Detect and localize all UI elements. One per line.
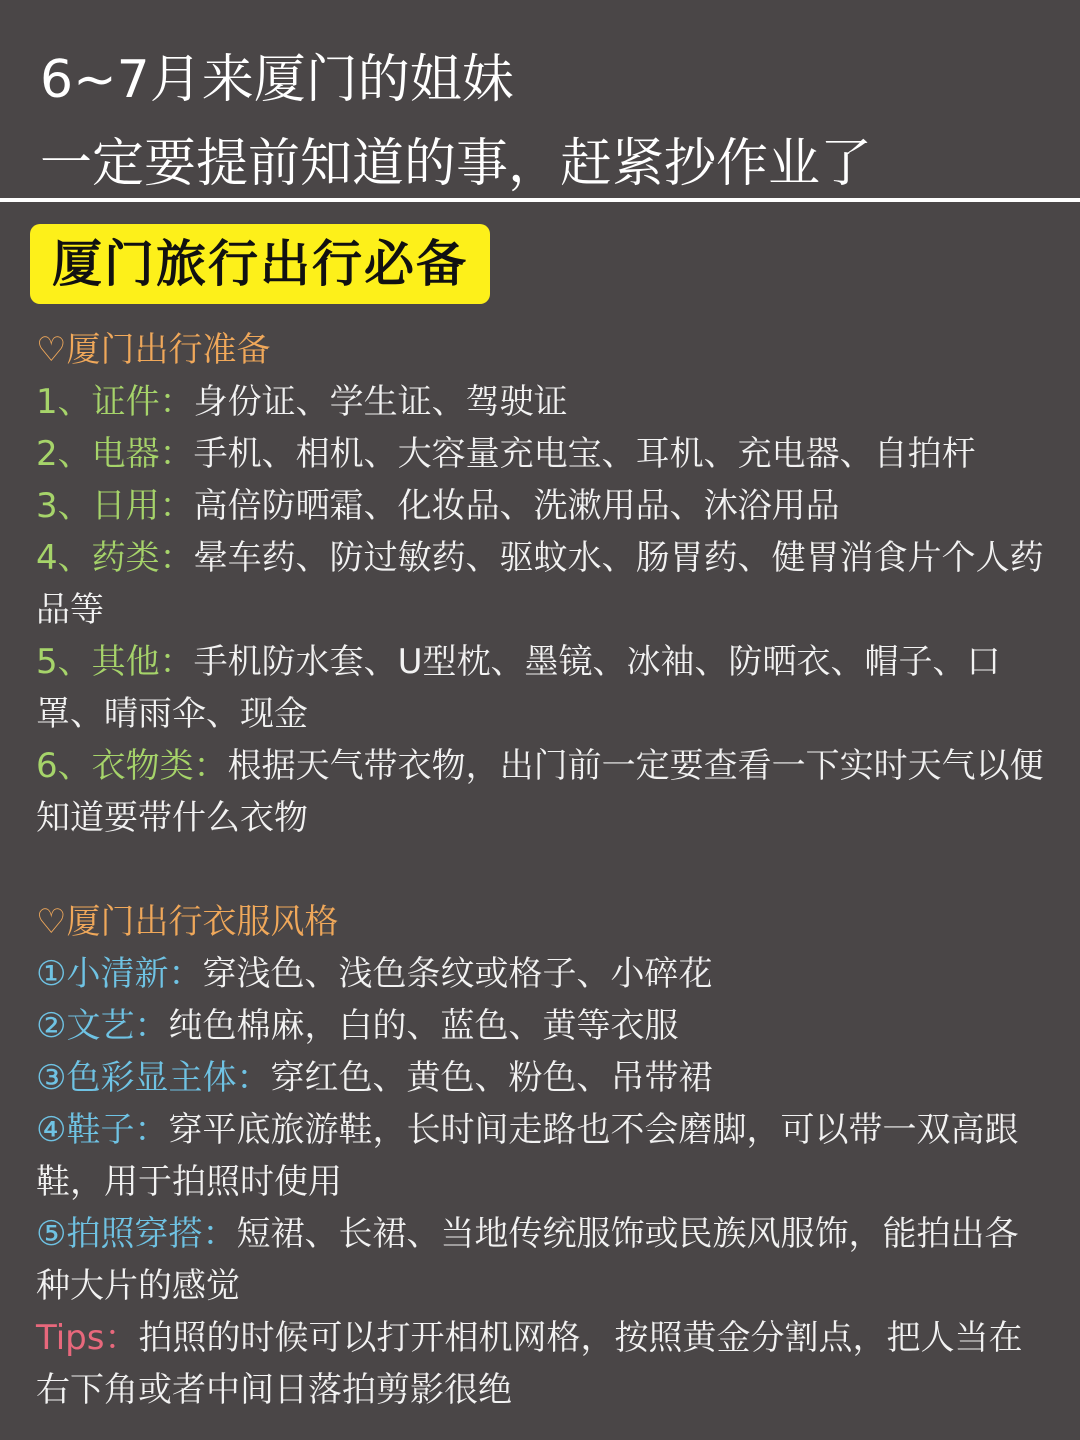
section-gap	[36, 844, 1046, 896]
item-key: ④鞋子：	[36, 1110, 169, 1150]
list-item	[36, 1052, 1046, 1104]
section1-title: ♡厦门出行准备	[36, 330, 271, 370]
item-key: ①小清新：	[36, 954, 203, 994]
item-text: 高倍防晒霜、化妆品、洗漱用品、沐浴用品	[193, 486, 840, 526]
list-item	[36, 376, 1046, 428]
item-text: 穿平底旅游鞋，长时间走路也不会磨脚，可以带一双高跟鞋，用于拍照时使用	[36, 1110, 1019, 1202]
list-item	[36, 428, 1046, 480]
list-item	[36, 480, 1046, 532]
section2-title: ♡厦门出行衣服风格	[36, 902, 339, 942]
item-key: ②文艺：	[36, 1006, 169, 1046]
item-key: 2、电器：	[36, 434, 194, 474]
item-key: ⑤拍照穿搭：	[36, 1214, 237, 1254]
list-item	[36, 532, 1046, 636]
item-text: 手机防水套、U型枕、墨镜、冰袖、防晒衣、帽子、口罩、晴雨伞、现金	[36, 642, 1001, 734]
item-key: 1、证件：	[36, 382, 194, 422]
item-text: 晕车药、防过敏药、驱蚊水、肠胃药、健胃消食片个人药品等	[36, 538, 1044, 630]
item-key: 5、其他：	[36, 642, 194, 682]
tips-key: Tips：	[36, 1318, 139, 1358]
content	[36, 324, 1046, 1416]
item-text: 根据天气带衣物，出门前一定要查看一下实时天气以便知道要带什么衣物	[36, 746, 1044, 838]
list-item	[36, 1104, 1046, 1208]
list-item	[36, 948, 1046, 1000]
item-text: 纯色棉麻，白的、蓝色、黄等衣服	[168, 1006, 679, 1046]
item-key: 3、日用：	[36, 486, 194, 526]
item-text: 穿浅色、浅色条纹或格子、小碎花	[202, 954, 713, 994]
header-divider	[0, 198, 1080, 202]
item-key: 4、药类：	[36, 538, 194, 578]
section-badge: 厦门旅行出行必备	[30, 224, 490, 304]
list-item	[36, 740, 1046, 844]
header-title-line2: 一定要提前知道的事，赶紧抄作业了	[40, 134, 873, 194]
item-key: 6、衣物类：	[36, 746, 228, 786]
item-text: 短裙、长裙、当地传统服饰或民族风服饰，能拍出各种大片的感觉	[36, 1214, 1019, 1306]
list-item	[36, 1208, 1046, 1312]
item-key: ③色彩显主体：	[36, 1058, 271, 1098]
header	[40, 38, 1060, 206]
tips-item	[36, 1312, 1046, 1416]
list-item	[36, 1000, 1046, 1052]
item-text: 身份证、学生证、驾驶证	[193, 382, 568, 422]
list-item	[36, 636, 1046, 740]
item-text: 穿红色、黄色、粉色、吊带裙	[270, 1058, 713, 1098]
item-text: 手机、相机、大容量充电宝、耳机、充电器、自拍杆	[193, 434, 976, 474]
tips-text: 拍照的时候可以打开相机网格，按照黄金分割点，把人当在右下角或者中间日落拍剪影很绝	[36, 1318, 1023, 1410]
header-title-line1: 6~7月来厦门的姐妹	[40, 50, 514, 110]
